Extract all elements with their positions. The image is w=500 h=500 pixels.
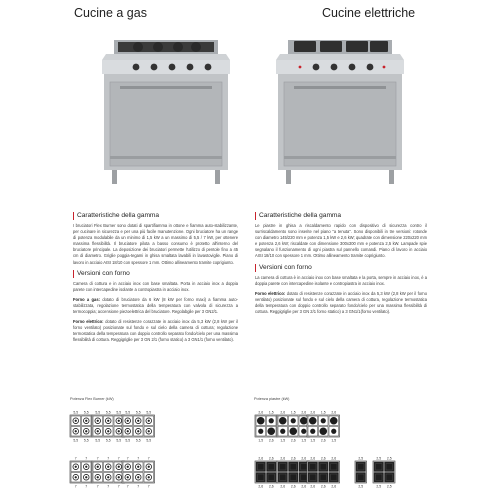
gas-electric-oven-paragraph bbox=[73, 319, 238, 343]
power-value: 2,6 bbox=[258, 410, 264, 415]
power-value: 5,5 bbox=[116, 410, 122, 415]
hotplate-icon bbox=[329, 473, 339, 483]
power-value: 7 bbox=[126, 456, 129, 461]
hotplate-icon bbox=[319, 473, 329, 483]
power-value: 2,6 bbox=[310, 456, 316, 461]
power-value: 2,6 bbox=[301, 456, 307, 461]
burner-icon bbox=[144, 473, 154, 483]
power-value: 2,6 bbox=[320, 456, 326, 461]
burner-icon bbox=[144, 427, 154, 437]
gas-config-1 bbox=[70, 409, 92, 443]
gas-config-5 bbox=[92, 455, 125, 489]
hotplate-icon bbox=[267, 473, 277, 483]
burner-icon bbox=[134, 416, 144, 426]
power-value: 5,5 bbox=[135, 438, 141, 443]
burner-icon bbox=[104, 416, 114, 426]
power-value: 2,6 bbox=[320, 438, 326, 443]
electric-oven-paragraph bbox=[255, 291, 427, 315]
gas-oven-heading: Versioni con forno bbox=[77, 270, 238, 278]
hotplate-icon bbox=[356, 473, 366, 483]
hotplate-icon bbox=[308, 462, 318, 472]
power-value: 5,5 bbox=[105, 438, 111, 443]
electric-config-5 bbox=[277, 455, 310, 489]
burner-icon bbox=[144, 416, 154, 426]
gas-range-image bbox=[96, 36, 236, 186]
gas-features-heading: Caratteristiche della gamma bbox=[77, 212, 238, 220]
gas-oven-text: dotato di bruciatore da 6 kW (8 kW per forno maxi) a fiamma auto-stabilizzata, regolazione termostatica della temperatura con valvola di sicurezza a termocoppia; accensione piezoelettrica del bruciatore. Regolabgile per 3 GN2/1. bbox=[73, 296, 238, 315]
power-value: 7 bbox=[117, 456, 120, 461]
gas-description-column bbox=[73, 212, 238, 348]
power-value: 2,5 bbox=[376, 484, 382, 489]
gas-config-3 bbox=[122, 409, 155, 443]
power-value: 5,5 bbox=[95, 410, 101, 415]
electric-oven-intro: La camera di cottura è in acciaio inox con base smaltata e la porta, sempre in acciaio inox, è a doppia parete con intercapedine isolante e contropiastra in acciaio inox. bbox=[255, 274, 427, 286]
burner-icon bbox=[134, 462, 144, 472]
power-value: 1,5 bbox=[320, 410, 326, 415]
power-value: 5,5 bbox=[73, 410, 79, 415]
hotplate-icon bbox=[308, 416, 318, 426]
power-value: 5,5 bbox=[116, 438, 122, 443]
burner-icon bbox=[104, 427, 114, 437]
gas-power-label: Potenza Flex Burner (kW) bbox=[70, 397, 114, 401]
burner-icon bbox=[104, 462, 114, 472]
power-value: 7 bbox=[137, 484, 140, 489]
power-value: 2,6 bbox=[280, 484, 286, 489]
hotplate-icon bbox=[308, 427, 318, 437]
electric-section-title: Cucine elettriche bbox=[322, 6, 416, 20]
hotplate-icon bbox=[256, 427, 266, 437]
hotplate-icon bbox=[289, 473, 299, 483]
electric-config-2 bbox=[277, 409, 310, 443]
power-value: 7 bbox=[74, 456, 77, 461]
hotplate-icon bbox=[278, 462, 288, 472]
gas-electric-oven-text: dotato di resistenze corazzate in acciaio inox da 5,3 kW (2,8 kW per il forno ventilato) posizionate sul fondo e sul cielo della camera di cottura; regolazione termostatica della temperatura con doppio controllo separato fondo/cielo per una massima flessibilità di cottura. Reggigriglie per 3 GN 2/1 (forno statico) a 3 GN1/1 (forno ventilato). bbox=[73, 319, 238, 343]
power-value: 7 bbox=[96, 484, 99, 489]
electric-features-text: Le piastre in ghisa a riscaldamento rapido con dispositivo di sicurezza contro il surriscaldamento sono inserite nel piano "a tenuta". Sono disponibili in tre versioni: rotonde con diametro 145/220 mm e potenza 1,5 kW e 2,6 kW; quadrate con dimensione 220x220 mm e potenza 2,6 kW; riscaldate con dimensione 300x300 mm e potenza 2,5 kW. Lampade spie segnalano il funzionamento di ogni piastra sul pannello comandi. Piano di lavoro in acciaio AISI 18/10 con spessore 1 mm. Ottimo allineamento tramite coprigiunto. bbox=[255, 223, 427, 259]
gas-config-4 bbox=[70, 455, 92, 489]
power-value: 5,5 bbox=[83, 410, 89, 415]
power-value: 1,5 bbox=[258, 438, 264, 443]
burner-icon bbox=[123, 462, 133, 472]
electric-oven-label: Forno elettrico: bbox=[255, 290, 286, 296]
power-value: 1,5 bbox=[331, 438, 337, 443]
burner-icon bbox=[82, 473, 92, 483]
power-value: 2,5 bbox=[376, 456, 382, 461]
burner-icon bbox=[104, 473, 114, 483]
power-value: 1,5 bbox=[268, 410, 274, 415]
burner-icon bbox=[93, 416, 103, 426]
gas-features-text: I bruciatori Flex Burner sono dotati di spartifiamma in ottone e fiamma auto-stabilizzante, per cucinare in sicurezza e per una più facile manutenzione. Ogni bruciatore ha un range di potenza modulabile da un minimo di 1,5 kW a un massimo di 5,5 / 7 kW, per ottenere massima flessibilità. Il bruciatore pilota a basso consumo è protetto all'interno del bruciatore principale. La deposizione dei bruciatori permette l'utilizzo di pentole fino a 45 cm di diametro. Griglie poggia-tegami in ghisa smaltata lavabili in lavastoviglie. Piano di lavoro in acciaio AISI 18/10 con spessore 1 mm. Ottimo allineamento tramite coprigiunto. bbox=[73, 223, 238, 265]
gas-electric-oven-label: Forno elettrico: bbox=[73, 319, 104, 325]
burner-icon bbox=[144, 462, 154, 472]
power-value: 5,5 bbox=[135, 410, 141, 415]
hotplate-icon bbox=[329, 416, 339, 426]
power-value: 7 bbox=[137, 456, 140, 461]
hotplate-icon bbox=[374, 462, 384, 472]
hotplate-icon bbox=[267, 427, 277, 437]
electric-config-6 bbox=[307, 455, 340, 489]
burner-icon bbox=[123, 473, 133, 483]
power-value: 1,5 bbox=[280, 438, 286, 443]
power-value: 5,5 bbox=[146, 410, 152, 415]
power-value: 2,6 bbox=[268, 484, 274, 489]
hotplate-icon bbox=[256, 462, 266, 472]
burner-icon bbox=[71, 427, 81, 437]
burner-icon bbox=[93, 473, 103, 483]
burner-icon bbox=[134, 427, 144, 437]
power-value: 2,6 bbox=[310, 410, 316, 415]
hotplate-icon bbox=[308, 473, 318, 483]
power-value: 5,5 bbox=[125, 410, 131, 415]
hotplate-icon bbox=[278, 427, 288, 437]
gas-config-2 bbox=[92, 409, 125, 443]
power-value: 7 bbox=[107, 484, 110, 489]
power-value: 7 bbox=[126, 484, 129, 489]
power-value: 2,5 bbox=[386, 484, 392, 489]
burner-icon bbox=[82, 416, 92, 426]
hotplate-icon bbox=[329, 462, 339, 472]
hotplate-icon bbox=[356, 462, 366, 472]
power-value: 7 bbox=[74, 484, 77, 489]
power-value: 2,6 bbox=[290, 484, 296, 489]
burner-icon bbox=[71, 416, 81, 426]
electric-config-8 bbox=[373, 455, 395, 489]
power-value: 7 bbox=[85, 484, 88, 489]
power-value: 2,6 bbox=[310, 484, 316, 489]
electric-oven-heading: Versioni con forno bbox=[259, 264, 427, 272]
power-value: 5,5 bbox=[73, 438, 79, 443]
electric-range-image bbox=[270, 36, 410, 186]
hotplate-icon bbox=[289, 427, 299, 437]
power-value: 2,6 bbox=[320, 484, 326, 489]
hotplate-icon bbox=[267, 416, 277, 426]
electric-features-heading: Caratteristiche della gamma bbox=[259, 212, 427, 220]
gas-oven-intro: Camera di cottura e in acciaio inox con base smaltata. Porta in acciaio inox a doppia parete con intercapedine isolante a contropiastra in acciaio inox. bbox=[73, 280, 238, 292]
power-value: 2,5 bbox=[358, 456, 364, 461]
gas-oven-paragraph bbox=[73, 297, 238, 315]
power-value: 1,5 bbox=[290, 410, 296, 415]
burner-icon bbox=[93, 427, 103, 437]
burner-icon bbox=[123, 416, 133, 426]
electric-power-label: Potenza piastre (kW) bbox=[254, 397, 290, 401]
power-value: 2,6 bbox=[331, 456, 337, 461]
electric-description-column bbox=[255, 212, 427, 319]
power-value: 2,6 bbox=[301, 410, 307, 415]
hotplate-icon bbox=[385, 462, 395, 472]
electric-config-1 bbox=[255, 409, 277, 443]
burner-icon bbox=[71, 462, 81, 472]
hotplate-icon bbox=[256, 416, 266, 426]
gas-section-title: Cucine a gas bbox=[74, 6, 147, 20]
power-value: 2,6 bbox=[268, 438, 274, 443]
power-value: 2,6 bbox=[290, 456, 296, 461]
power-value: 2,6 bbox=[258, 456, 264, 461]
power-value: 2,6 bbox=[268, 456, 274, 461]
electric-config-7 bbox=[355, 455, 367, 489]
power-value: 1,5 bbox=[301, 438, 307, 443]
power-value: 2,6 bbox=[258, 484, 264, 489]
hotplate-icon bbox=[319, 462, 329, 472]
hotplate-icon bbox=[374, 473, 384, 483]
power-value: 2,6 bbox=[280, 456, 286, 461]
power-value: 7 bbox=[117, 484, 120, 489]
hotplate-icon bbox=[319, 416, 329, 426]
hotplate-icon bbox=[278, 416, 288, 426]
electric-config-4 bbox=[255, 455, 277, 489]
power-value: 2,6 bbox=[301, 484, 307, 489]
burner-icon bbox=[71, 473, 81, 483]
power-value: 7 bbox=[85, 456, 88, 461]
power-value: 7 bbox=[147, 456, 150, 461]
burner-icon bbox=[134, 473, 144, 483]
power-value: 7 bbox=[107, 456, 110, 461]
burner-icon bbox=[123, 427, 133, 437]
power-value: 2,6 bbox=[331, 410, 337, 415]
gas-config-6 bbox=[122, 455, 155, 489]
hotplate-icon bbox=[278, 473, 288, 483]
power-value: 5,5 bbox=[125, 438, 131, 443]
power-value: 5,5 bbox=[105, 410, 111, 415]
power-value: 2,6 bbox=[280, 410, 286, 415]
hotplate-icon bbox=[329, 427, 339, 437]
power-value: 2,5 bbox=[386, 456, 392, 461]
electric-oven-text: dotato di resistenze corazzate in acciaio inox da 5,3 kW (2,8 kW per il forno ventilato) posizionate sul fondo e sul cielo della camera di cottura, regolazione termostatica della temperatura con doppio controllo separato fondo/cielo per una massima flessibilità di cottura. Reggigriglie per 3 GN 2/1 forno statico) a 3 GN1/1(forno ventilato). bbox=[255, 290, 427, 315]
power-value: 7 bbox=[96, 456, 99, 461]
hotplate-icon bbox=[319, 427, 329, 437]
hotplate-icon bbox=[385, 473, 395, 483]
burner-icon bbox=[82, 427, 92, 437]
hotplate-icon bbox=[289, 416, 299, 426]
hotplate-icon bbox=[256, 473, 266, 483]
hotplate-icon bbox=[267, 462, 277, 472]
power-value: 5,5 bbox=[83, 438, 89, 443]
burner-icon bbox=[82, 462, 92, 472]
burner-icon bbox=[93, 462, 103, 472]
power-value: 2,5 bbox=[358, 484, 364, 489]
power-value: 5,5 bbox=[146, 438, 152, 443]
electric-config-3 bbox=[307, 409, 340, 443]
power-value: 5,5 bbox=[95, 438, 101, 443]
gas-oven-label: Forno a gas: bbox=[73, 296, 100, 302]
power-value: 2,6 bbox=[331, 484, 337, 489]
hotplate-icon bbox=[289, 462, 299, 472]
power-value: 2,6 bbox=[290, 438, 296, 443]
power-value: 7 bbox=[147, 484, 150, 489]
power-value: 1,5 bbox=[310, 438, 316, 443]
